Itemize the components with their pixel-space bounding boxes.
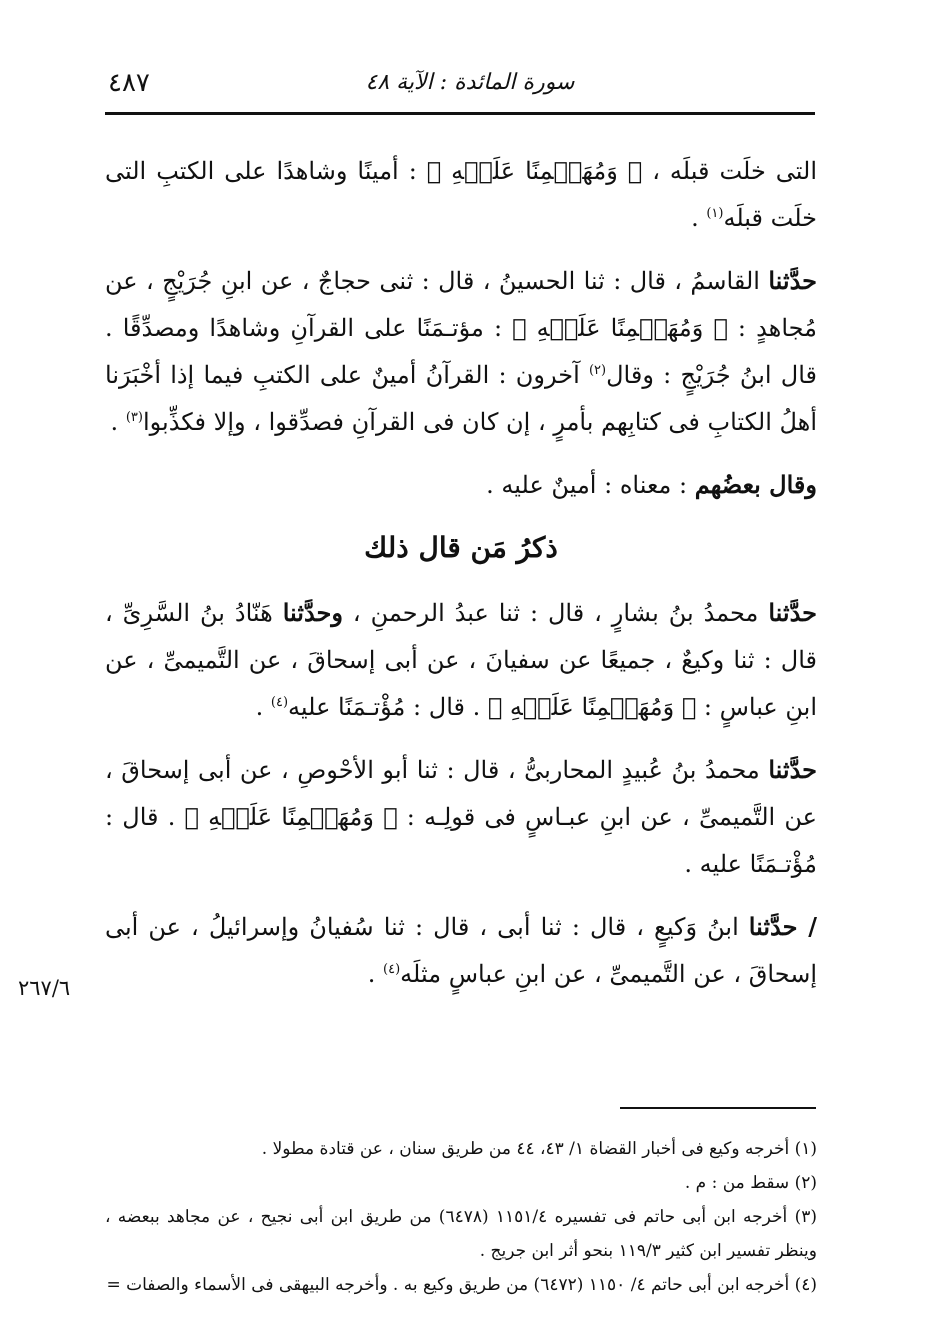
footnote: (١) أخرجه وكيع فى أخبار القضاة ١/ ٤٣، ٤٤ من طريق سنان ، عن قتادة مطولا . xyxy=(261,1139,817,1159)
footnote-ref: (٤) xyxy=(383,962,401,977)
footnote-ref: (١) xyxy=(706,206,724,221)
paragraph: التى خلَت قبلَه ، ﴿ وَمُهَيۡمِنًا عَلَيۡهِ ﴾ : أمينًا وشاهدًا على الكتبِ التى خلَت قبلَه$^{(١)}$ . xyxy=(105,157,817,232)
footnote: (٢) سقط من : م . xyxy=(684,1173,817,1193)
section-heading: ذكرُ مَن قال ذلك xyxy=(364,531,558,564)
footnote-rule xyxy=(620,1107,816,1109)
header-rule xyxy=(105,112,815,115)
footnote: (٣) أخرجه ابن أبى حاتم فى تفسيره ١١٥١/٤ (٦٤٧٨) من طريق ابن أبى نجيح ، عن مجاهد ببعضه ، وينظر تفسير ابن كثير ١١٩/٣ بنحو أثر ابن جريج . xyxy=(105,1207,817,1261)
footnote-ref: (٣) xyxy=(125,410,143,425)
paragraph: حدَّثنا القاسمُ ، قال : ثنا الحسينُ ، قال : ثنى حجاجٌ ، عن ابنِ جُرَيْجٍ ، عن مُجاهدٍ : ﴿ وَمُهَيۡمِنًا عَلَيۡهِ ﴾ : مؤتـمَنًا على القرآنِ وشاهدًا ومصدِّقًا . قال ابنُ جُرَيْجٍ : وقال$^{(٢)}$ آخرون : القرآنُ أمينٌ على الكتبِ فيما إذا أخْبَرَنا أهلُ الكتابِ فى كتابِهم بأمرٍ ، إن كان فى القرآنِ فصدِّقوا ، وإلا فكذِّبوا$^{(٣)}$ . xyxy=(105,266,817,436)
footnotes xyxy=(105,1132,817,1302)
paragraph: وقال بعضُهم : معناه : أمينٌ عليه . xyxy=(486,470,817,499)
footnote-ref: (٢) xyxy=(588,363,607,378)
page-number: ٤٨٧ xyxy=(108,68,150,98)
running-header-title: سورة المائدة : الآية ٤٨ xyxy=(365,70,575,95)
footnote-ref: (٤) xyxy=(270,695,289,710)
paragraph: حدَّثنا محمدُ بنُ بشارٍ ، قال : ثنا عبدُ الرحمنِ ، وحدَّثنا هَنّادُ بنُ السَّرِىِّ ، قال : ثنا وكيعٌ ، جميعًا عن سفيانَ ، عن أبى إسحاقَ ، عن التَّميمىِّ ، عن ابنِ عباسٍ : ﴿ وَمُهَيۡمِنًا عَلَيۡهِ ﴾ . قال : مُؤْتـمَنًا عليه$^{(٤)}$ . xyxy=(105,598,817,721)
paragraph: / حدَّثنا ابنُ وَكيعٍ ، قال : ثنا أبى ، قال : ثنا سُفيانُ وإسرائيلُ ، عن أبى إسحاقَ ، عن التَّميمىِّ ، عن ابنِ عباسٍ مثلَه$^{(٤)}$ . xyxy=(105,912,817,988)
paragraph: حدَّثنا محمدُ بنُ عُبيدٍ المحاربىُّ ، قال : ثنا أبو الأحْوصِ ، عن أبى إسحاقَ ، عن التَّميمىِّ ، عن ابنِ عبـاسٍ فى قولِـه : ﴿ وَمُهَيۡمِنًا عَلَيۡهِ ﴾ . قال : مُؤْتـمَنًا عليه . xyxy=(105,755,817,878)
margin-reference: ٢٦٧/٦ xyxy=(18,976,71,1000)
footnote: (٤) أخرجه ابن أبى حاتم ٤/ ١١٥٠ (٦٤٧٢) من طريق وكيع به . وأخرجه البيهقى فى الأسماء والصفات = xyxy=(106,1275,817,1295)
main-text xyxy=(105,148,817,1013)
